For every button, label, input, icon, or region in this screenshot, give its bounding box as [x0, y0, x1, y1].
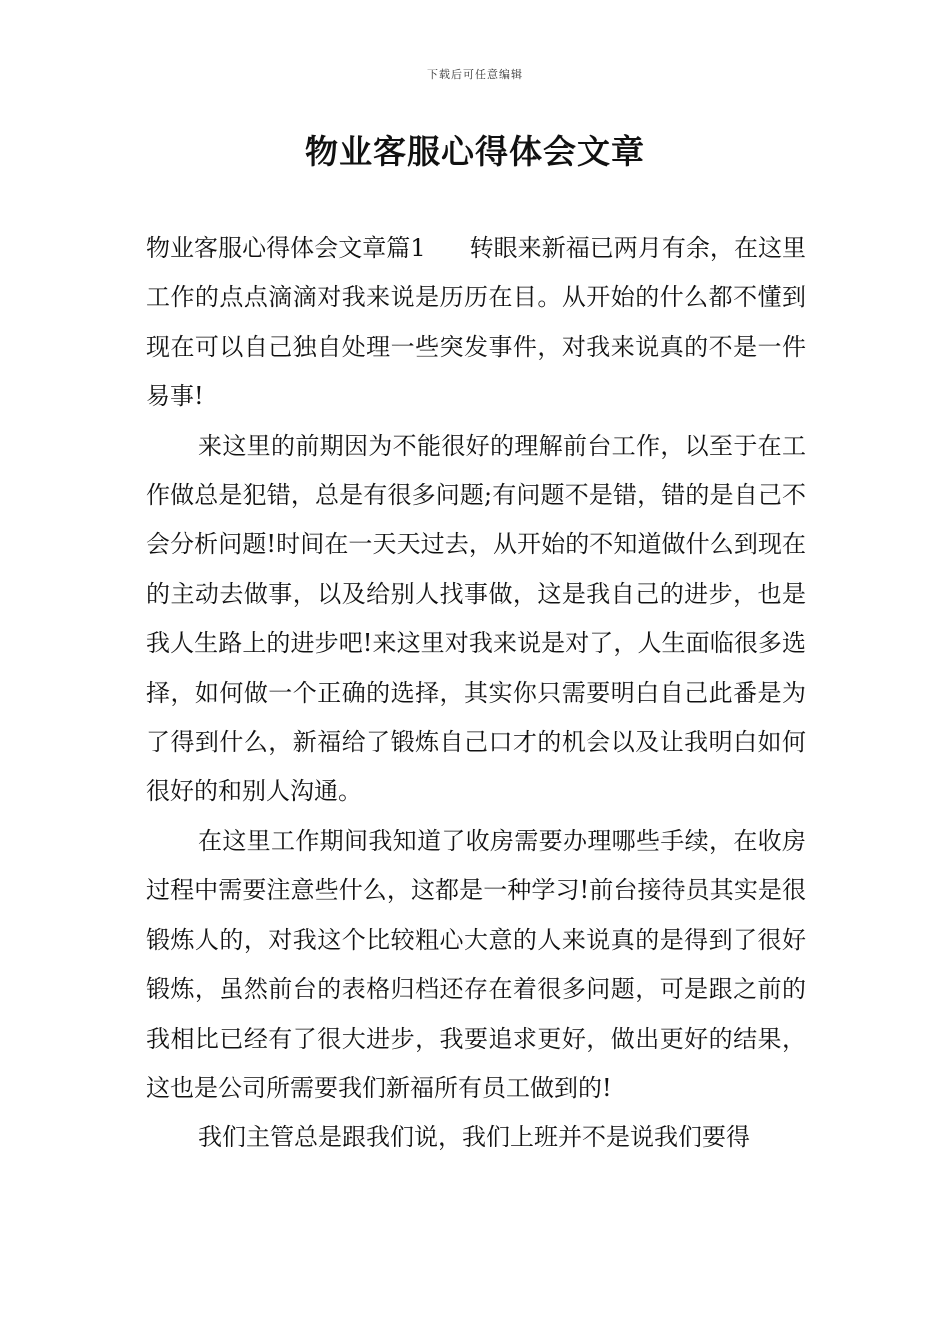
paragraph-1-text: 转眼来新福已两月有余，在这里工作的点点滴滴对我来说是历历在目。从开始的什么都不懂到现在可以自己独自处理一些突发事件，对我来说真的不是一件易事!	[146, 234, 806, 411]
document-title: 物业客服心得体会文章	[305, 132, 645, 171]
document-body	[146, 224, 806, 1163]
paragraph-2: 来这里的前期因为不能很好的理解前台工作，以至于在工作做总是犯错，总是有很多问题;有问题不是错，错的是自己不会分析问题!时间在一天天过去，从开始的不知道做什么到现在的主动去做事，以及给别人找事做，这是我自己的进步，也是我人生路上的进步吧!来这里对我来说是对了，人生面临很多选择，如何做一个正确的选择，其实你只需要明白自己此番是为了得到什么，新福给了锻炼自己口才的机会以及让我明白如何很好的和别人沟通。	[146, 431, 806, 806]
paragraph-1	[146, 224, 806, 422]
paragraph-3: 在这里工作期间我知道了收房需要办理哪些手续，在收房过程中需要注意些什么，这都是一种学习!前台接待员其实是很锻炼人的，对我这个比较粗心大意的人来说真的是得到了很好锻炼，虽然前台的表格归档还存在着很多问题，可是跟之前的我相比已经有了很大进步，我要追求更好，做出更好的结果，这也是公司所需要我们新福所有员工做到的!	[146, 826, 806, 1102]
section-heading: 物业客服心得体会文章篇1	[146, 234, 426, 262]
paragraph-4: 我们主管总是跟我们说，我们上班并不是说我们要得	[198, 1123, 750, 1152]
header-note: 下载后可任意编辑	[427, 68, 523, 81]
